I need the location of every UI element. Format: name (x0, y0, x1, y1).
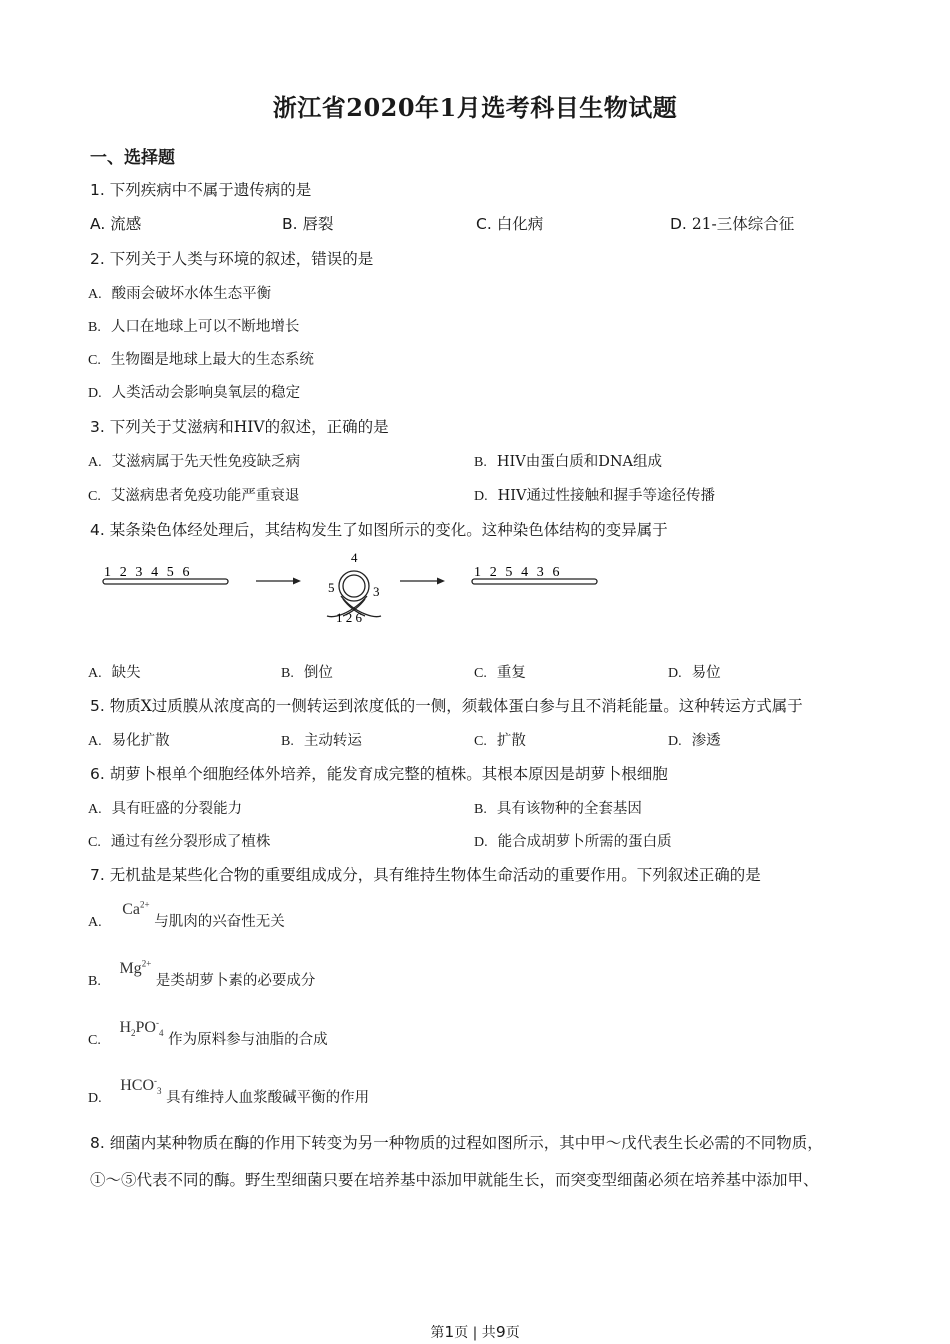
question-number: 5. (90, 697, 105, 715)
ion-formula: $HCO^-_3$ (120, 1075, 162, 1097)
q4-option-c[interactable]: C. 重复 (474, 665, 526, 681)
question-number: 8. (90, 1134, 105, 1152)
ion-formula: $Ca^{2+}$ (122, 899, 150, 918)
before-labels: 1 2 3 4 5 6 (104, 565, 193, 580)
question-text: 无机盐是某些化合物的重要组成成分，具有维持生物体生命活动的重要作用。下列叙述正确的是 (109, 866, 761, 884)
question-number: 4. (90, 521, 105, 539)
q2-option-c[interactable]: C. 生物圈是地球上最大的生态系统 (88, 352, 314, 368)
question-number: 7. (90, 866, 105, 884)
q4-option-d[interactable]: D. 易位 (668, 665, 721, 681)
chromosome-diagram (95, 548, 615, 630)
question-text: 下列关于人类与环境的叙述，错误的是 (109, 250, 374, 268)
q6-option-d[interactable]: D. 能合成胡萝卜所需的蛋白质 (474, 834, 672, 850)
arrow-2-head (437, 578, 445, 585)
total-pages: 9 (495, 1323, 506, 1341)
loop-label-top: 4 (351, 550, 358, 565)
question-text-line-1: 细菌内某种物质在酶的作用下转变为另一种物质的过程如图所示，其中甲～戊代表生长必需的不同物质， (109, 1134, 823, 1152)
question-text: 物质X过质膜从浓度高的一侧转运到浓度低的一侧，须载体蛋白参与且不消耗能量。这种转运方式属于 (109, 697, 803, 715)
question-number: 1. (90, 181, 105, 199)
q3-option-b[interactable]: B. HIV由蛋白质和DNA组成 (474, 454, 662, 470)
page-title: 浙江省2020年1月选考科目生物试题 (272, 93, 678, 122)
q6-option-b[interactable]: B. 具有该物种的全套基因 (474, 801, 642, 817)
question-7 (90, 863, 761, 885)
question-text-line-2: ①～⑤代表不同的酶。野生型细菌只要在培养基中添加甲就能生长，而突变型细菌必须在培养基中添加甲、 (90, 1171, 819, 1189)
q6-option-a[interactable]: A. 具有旺盛的分裂能力 (88, 801, 243, 817)
ion-formula: $H_2PO^-_4$ (119, 1017, 164, 1039)
q4-option-a[interactable]: A. 缺失 (88, 665, 141, 681)
q2-option-a[interactable]: A. 酸雨会破坏水体生态平衡 (88, 286, 272, 302)
question-2 (90, 247, 373, 269)
loop-label-left: 5 (328, 580, 335, 595)
q5-option-a[interactable]: A. 易化扩散 (88, 733, 170, 749)
section-heading: 一、选择题 (90, 148, 175, 168)
q1-option-c[interactable]: C. 白化病 (476, 215, 544, 233)
q5-option-b[interactable]: B. 主动转运 (281, 733, 362, 749)
loop-label-right: 3 (373, 584, 380, 599)
q3-option-a[interactable]: A. 艾滋病属于先天性免疫缺乏病 (88, 454, 301, 470)
q5-option-c[interactable]: C. 扩散 (474, 733, 526, 749)
question-4 (90, 518, 668, 540)
question-number: 6. (90, 765, 105, 783)
q1-option-d[interactable]: D. 21-三体综合征 (670, 215, 795, 233)
after-labels: 1 2 5 4 3 6 (474, 565, 563, 580)
question-text: 下列疾病中不属于遗传病的是 (109, 181, 312, 199)
question-text: 胡萝卜根单个细胞经体外培养，能发育成完整的植株。其根本原因是胡萝卜根细胞 (109, 765, 668, 783)
arrow-1-head (293, 578, 301, 585)
question-6 (90, 762, 668, 784)
q3-option-c[interactable]: C. 艾滋病患者免疫功能严重衰退 (88, 488, 300, 504)
page-footer: 第1页 | 共9页 (430, 1323, 520, 1341)
question-3 (90, 415, 389, 437)
question-5 (90, 694, 803, 716)
q7-option-c[interactable]: C. $H_2PO^-_4$ 作为原料参与油脂的合成 (88, 1017, 328, 1048)
q5-option-d[interactable]: D. 渗透 (668, 733, 721, 749)
question-text: 某条染色体经处理后，其结构发生了如图所示的变化。这种染色体结构的变异属于 (109, 521, 668, 539)
question-8 (90, 1131, 823, 1153)
q1-option-a[interactable]: A. 流感 (90, 215, 142, 233)
current-page: 1 (444, 1323, 455, 1341)
q4-option-b[interactable]: B. 倒位 (281, 665, 333, 681)
q7-option-d[interactable]: D. $HCO^-_3$ 具有维持人血浆酸碱平衡的作用 (88, 1075, 370, 1106)
q7-option-b[interactable]: B. $Mg^{2+}$ 是类胡萝卜素的必要成分 (88, 958, 316, 989)
question-number: 2. (90, 250, 105, 268)
loop-label-bottom: 1 2 6 (336, 610, 362, 625)
q1-option-b[interactable]: B. 唇裂 (282, 215, 334, 233)
question-number: 3. (90, 418, 105, 436)
question-text: 下列关于艾滋病和HIV的叙述，正确的是 (109, 418, 389, 436)
question-8-continued (90, 1168, 819, 1190)
q7-option-a[interactable]: A. $Ca^{2+}$ 与肌肉的兴奋性无关 (88, 899, 285, 930)
q3-option-d[interactable]: D. HIV通过性接触和握手等途径传播 (474, 488, 715, 504)
q2-option-b[interactable]: B. 人口在地球上可以不断地增长 (88, 319, 300, 335)
question-1 (90, 178, 311, 200)
q6-option-c[interactable]: C. 通过有丝分裂形成了植株 (88, 834, 271, 850)
ion-formula: $Mg^{2+}$ (119, 958, 152, 977)
q2-option-d[interactable]: D. 人类活动会影响臭氧层的稳定 (88, 385, 301, 401)
